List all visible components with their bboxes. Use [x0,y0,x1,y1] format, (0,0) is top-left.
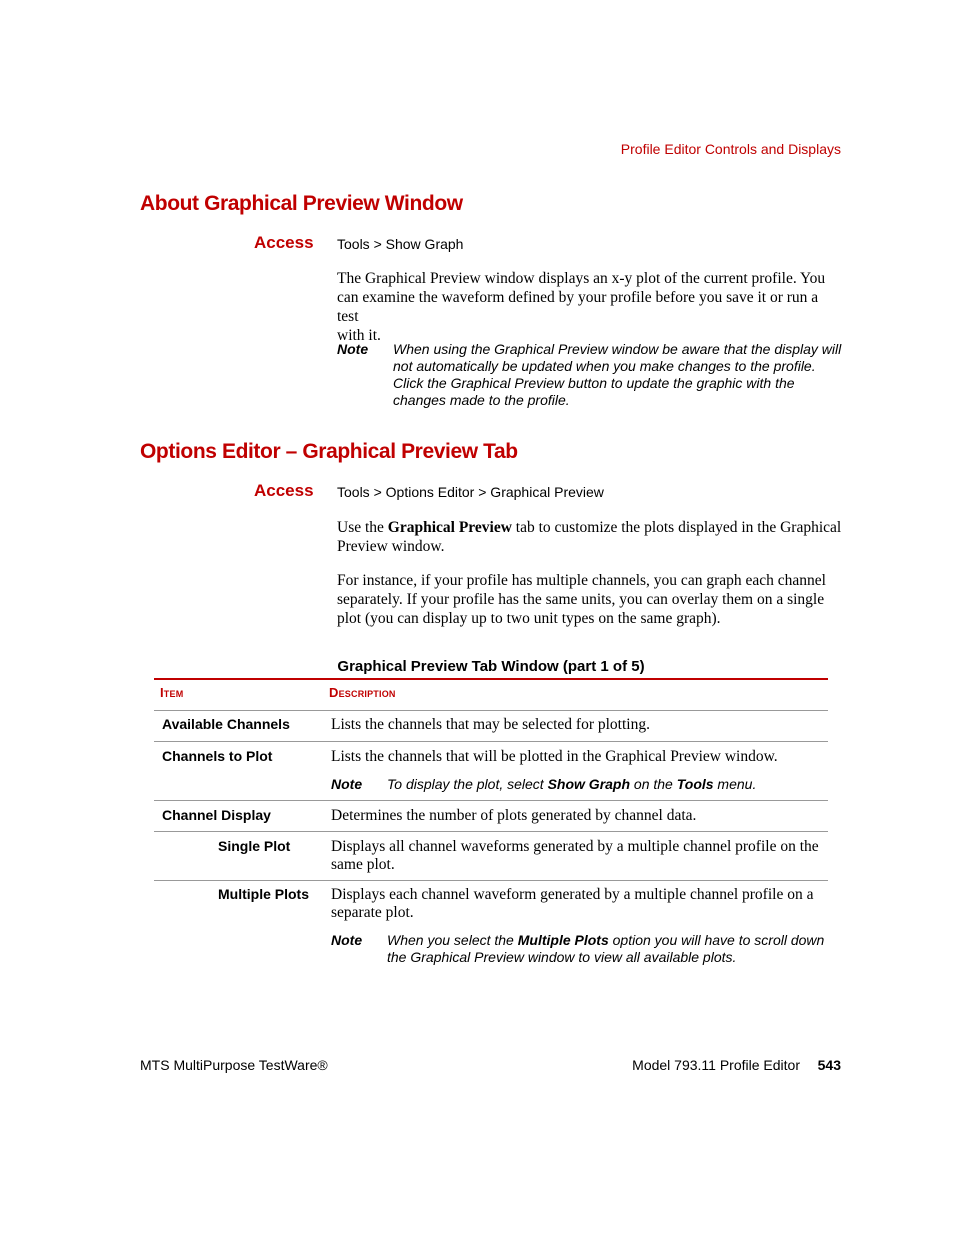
column-header-item: Item [160,685,184,700]
table-rule [154,831,828,832]
table-rule [154,800,828,801]
table-top-rule [154,678,828,680]
access-path: Tools > Show Graph [337,236,464,252]
table-rule [154,710,828,711]
running-head: Profile Editor Controls and Displays [620,141,841,157]
table-row-item: Single Plot [218,838,291,854]
table-row-item: Channels to Plot [162,748,273,764]
table-row-description: Displays each channel waveform generated by a multiple channel profile on a separate plot. [331,886,814,921]
column-header-description: Description [329,685,396,700]
table-row-item: Available Channels [162,716,290,732]
section2-paragraph-1: Use the Graphical Preview tab to customize the plots displayed in the Graphical Preview window. [337,519,842,555]
footer-manual-title: Model 793.11 Profile Editor [632,1057,800,1073]
access-label: Access [254,481,314,500]
section2-paragraph-2: For instance, if your profile has multiple channels, you can graph each channel separately. If your profile has the same units, you can overlay them on a single plot (you can display up to two unit types on the same graph). [337,572,826,627]
footer-product-name: MTS MultiPurpose TestWare® [140,1057,328,1073]
note-text: When using the Graphical Preview window be aware that the display will not automatically be updated when you make changes to the profile. Click the Graphical Preview button to update the graphic with the changes made to the profile. [393,341,842,408]
access-label: Access [254,233,314,252]
table-row-description: Lists the channels that may be selected for plotting. [331,716,650,733]
page-number: 543 [817,1057,841,1073]
note-label: Note [331,932,363,948]
table-row-description: Determines the number of plots generated by channel data. [331,807,697,824]
note-label: Note [331,776,363,792]
table-row-description: Lists the channels that will be plotted in the Graphical Preview window. [331,748,778,765]
note-label: Note [337,341,369,357]
table-rule [154,741,828,742]
note-text: When you select the Multiple Plots option you will have to scroll down the Graphical Preview window to view all available plots. [387,932,825,965]
section1-paragraph: The Graphical Preview window displays an x-y plot of the current profile. You can examine the waveform defined by your profile before you save it or run a test with it. [337,270,826,344]
table-row-description: Displays all channel waveforms generated by a multiple channel profile on the same plot. [331,838,819,873]
section-heading-about-graphical-preview: About Graphical Preview Window [140,192,463,215]
table-row-item: Multiple Plots [218,886,309,902]
access-path: Tools > Options Editor > Graphical Preview [337,484,604,500]
table-row-item: Channel Display [162,807,271,823]
table-caption: Graphical Preview Tab Window (part 1 of 5) [337,658,645,675]
table-rule [154,880,828,881]
section-heading-options-editor: Options Editor – Graphical Preview Tab [140,440,518,463]
note-text: To display the plot, select Show Graph on the Tools menu. [387,776,757,792]
